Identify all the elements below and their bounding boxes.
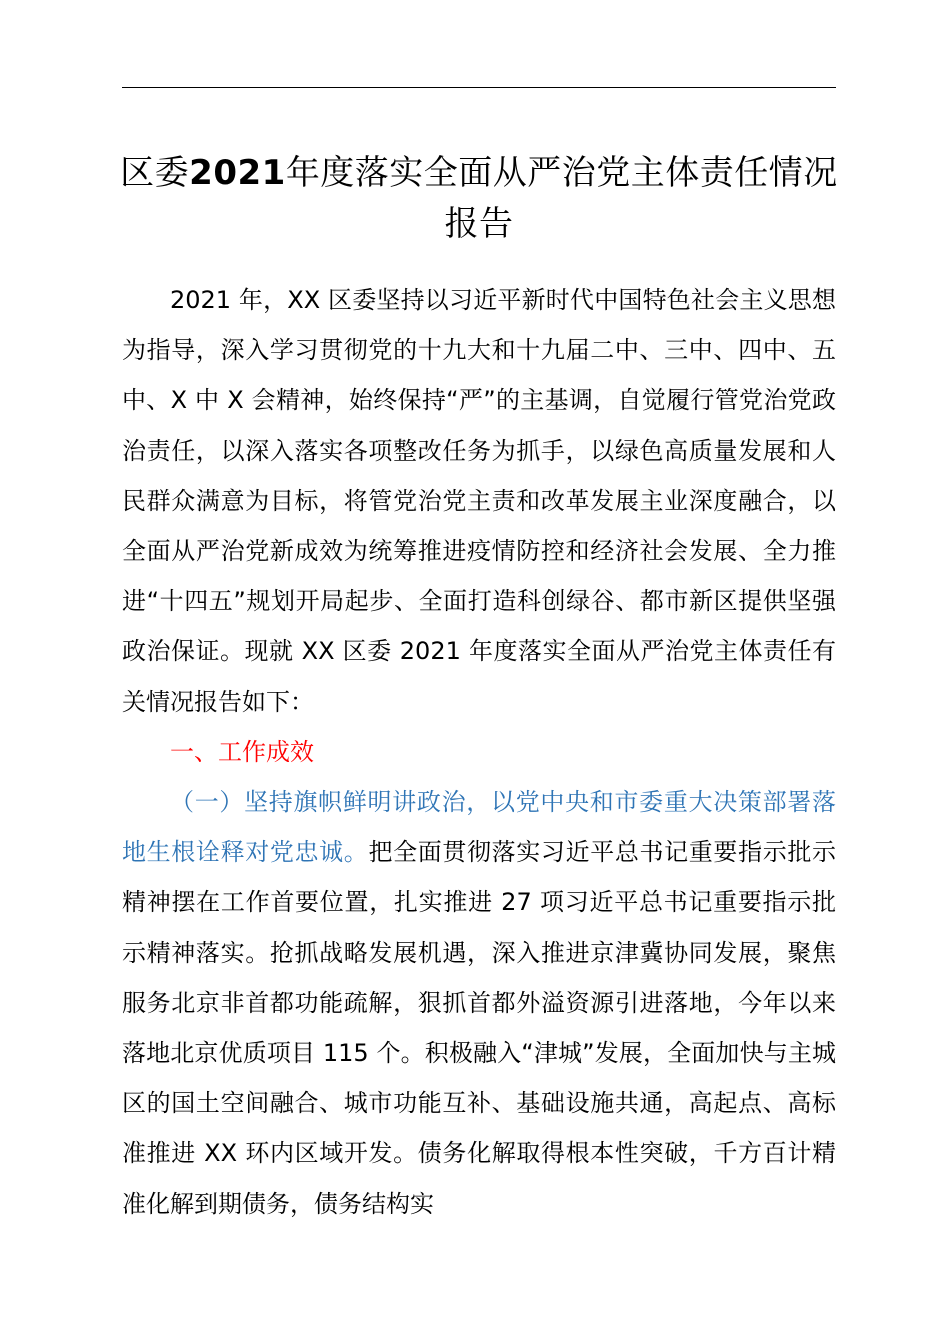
section-heading: 一、工作成效 xyxy=(170,737,314,766)
subsection-heading: （一）坚持旗帜鲜明讲政治，以党中央和市委重大决策部署落地生根诠释对党忠诚。 xyxy=(122,788,836,867)
intro-paragraph: 2021 年，XX 区委坚持以习近平新时代中国特色社会主义思想为指导，深入学习贯彻党的十九大和十九届二中、三中、四中、五中、X 中 X 会精神，始终保持“严”的主基调，自觉履行管党治党政治责任，以深入落实各项整改任务为抓手，以绿色高质量发展和人民群众满意为目标，将管党治党主责和改革发展主业深度融合，以全面从严治党新成效为统筹推进疫情防控和经济社会发展、全力推进“十四五”规划开局起步、全面打造科创绿谷、都市新区提供坚强政治保证。现就 XX 区委 2021 年度落实全面从严治党主体责任有关情况报告如下： xyxy=(122,286,836,716)
subsection-paragraph xyxy=(122,777,836,1229)
document-title xyxy=(118,148,840,250)
subsection-body: 把全面贯彻落实习近平总书记重要指示批示精神摆在工作首要位置，扎实推进 27 项习近平总书记重要指示批示精神落实。抢抓战略发展机遇，深入推进京津冀协同发展，聚焦服务北京非首都功能疏解，狠抓首都外溢资源引进落地，今年以来落地北京优质项目 115 个。积极融入“津城”发展，全面加快与主城区的国土空间融合、城市功能互补、基础设施共通，高起点、高标准推进 XX 环内区域开发。债务化解取得根本性突破，千方百计精准化解到期债务，债务结构实 xyxy=(122,838,837,1218)
title-suffix: 年度落实全面从严治党主体责任情况报告 xyxy=(285,153,838,244)
header-rule xyxy=(122,87,836,88)
title-year: 2021 xyxy=(189,153,286,193)
title-prefix: 区委 xyxy=(120,153,190,193)
document-body xyxy=(122,275,836,1229)
